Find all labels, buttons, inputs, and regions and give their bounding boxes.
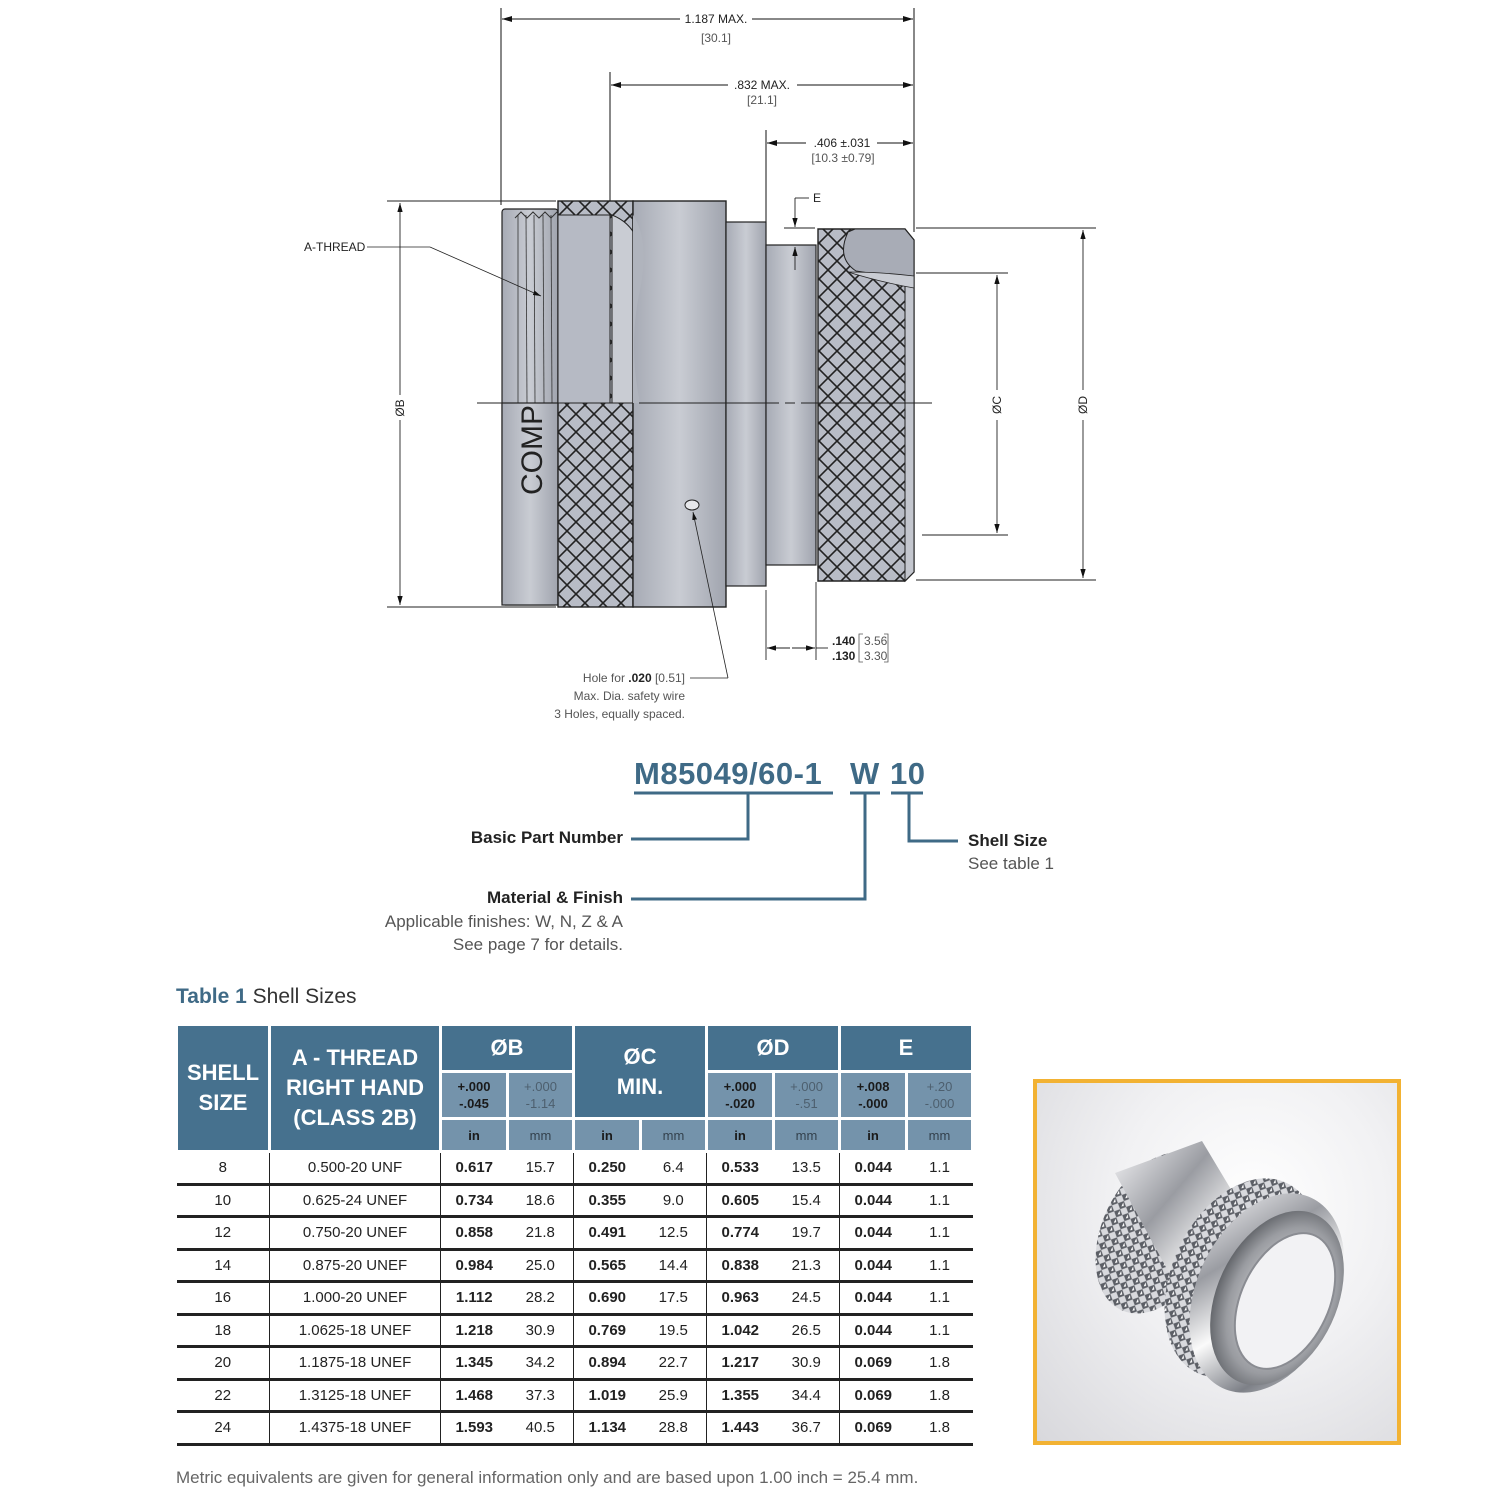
cell-e-in: 0.044 [840,1217,907,1250]
cell-b-mm: 25.0 [508,1249,574,1282]
cell-e-in: 0.044 [840,1282,907,1315]
cell-d-mm: 19.7 [774,1217,840,1250]
cell-e-in: 0.044 [840,1314,907,1347]
cell-e-in: 0.044 [840,1184,907,1217]
cell-d-in: 0.838 [707,1249,774,1282]
cell-thread: 1.4375-18 UNEF [270,1412,441,1445]
shell-size-sub: See table 1 [968,854,1055,873]
cell-size: 18 [177,1314,270,1347]
cell-b-in: 0.858 [441,1217,508,1250]
table-row [177,1347,973,1380]
unit-in: in [840,1119,907,1152]
unit-mm: mm [774,1119,840,1152]
cell-b-in: 1.593 [441,1412,508,1445]
cell-b-in: 1.345 [441,1347,508,1380]
cell-c-in: 0.769 [574,1314,641,1347]
dia-c-label: ØC [990,396,1004,414]
cell-d-mm: 26.5 [774,1314,840,1347]
body-marking: COMP [516,405,549,495]
cell-d-in: 1.355 [707,1379,774,1412]
unit-in: in [441,1119,508,1152]
svg-text:[10.3 ±0.79]: [10.3 ±0.79] [811,151,875,165]
cell-b-in: 0.617 [441,1152,508,1185]
cell-e-in: 0.069 [840,1347,907,1380]
header-dia-b: ØB [441,1025,574,1072]
hole-note-line1: Hole for .020 [0.51] [582,671,685,685]
connector-backshell-render [1037,1083,1397,1441]
table-row [177,1249,973,1282]
cell-size: 8 [177,1152,270,1185]
shell-size-label: Shell Size [968,831,1048,850]
unit-mm: mm [907,1119,973,1152]
cell-e-mm: 1.1 [907,1184,973,1217]
shell-sizes-table [175,1023,974,1446]
cell-size: 24 [177,1412,270,1445]
cell-b-mm: 15.7 [508,1152,574,1185]
header-e: E [840,1025,973,1072]
cell-c-mm: 22.7 [641,1347,707,1380]
header-dia-c: ØC MIN. [574,1025,707,1119]
cell-thread: 0.625-24 UNEF [270,1184,441,1217]
cell-c-mm: 6.4 [641,1152,707,1185]
header-dia-d: ØD [707,1025,840,1072]
cell-b-mm: 18.6 [508,1184,574,1217]
cell-thread: 0.500-20 UNF [270,1152,441,1185]
cell-thread: 0.875-20 UNEF [270,1249,441,1282]
d-tol-mm: +.000 -.51 [774,1072,840,1119]
table-row [177,1314,973,1347]
cell-e-mm: 1.8 [907,1347,973,1380]
cell-b-in: 1.112 [441,1282,508,1315]
dim-knurl-to-end: .832 MAX. [733,78,791,92]
cell-size: 22 [177,1379,270,1412]
cell-e-in: 0.069 [840,1379,907,1412]
cell-e-in: 0.044 [840,1249,907,1282]
cell-d-in: 1.443 [707,1412,774,1445]
product-photo [1033,1079,1401,1445]
cell-c-in: 0.250 [574,1152,641,1185]
svg-text:3.30: 3.30 [864,649,888,663]
cell-size: 20 [177,1347,270,1380]
cell-e-mm: 1.1 [907,1282,973,1315]
table-footnote: Metric equivalents are given for general information only and are based upon 1.00 inch = 25.4 mm. [176,1468,919,1487]
cell-size: 12 [177,1217,270,1250]
cell-b-mm: 34.2 [508,1347,574,1380]
dia-b-label: ØB [393,399,407,417]
cell-size: 16 [177,1282,270,1315]
d-tol-in: +.000 -.020 [707,1072,774,1119]
unit-in: in [707,1119,774,1152]
b-tol-mm: +.000 -1.14 [508,1072,574,1119]
cell-c-in: 0.565 [574,1249,641,1282]
cell-e-mm: 1.1 [907,1249,973,1282]
cell-thread: 1.0625-18 UNEF [270,1314,441,1347]
dim-rear-section: .406 ±.031 [813,136,871,150]
svg-text:[30.1]: [30.1] [700,31,732,45]
material-finish-label: Material & Finish [486,888,623,907]
cell-thread: 1.3125-18 UNEF [270,1379,441,1412]
cell-d-mm: 30.9 [774,1347,840,1380]
cell-e-mm: 1.8 [907,1412,973,1445]
hole-note-line3: 3 Holes, equally spaced. [554,707,685,721]
header-a-thread: A - THREAD RIGHT HAND (CLASS 2B) [270,1025,441,1152]
cell-b-mm: 40.5 [508,1412,574,1445]
cell-d-in: 1.042 [707,1314,774,1347]
a-thread-label: A-THREAD [304,240,366,254]
groove-min: .130 [832,649,856,663]
dia-d-label: ØD [1076,396,1090,414]
cell-c-in: 0.355 [574,1184,641,1217]
cell-c-mm: 17.5 [641,1282,707,1315]
cell-e-mm: 1.1 [907,1152,973,1185]
table-row [177,1379,973,1412]
cell-d-mm: 15.4 [774,1184,840,1217]
cell-b-mm: 21.8 [508,1217,574,1250]
part-number-finish: W [850,756,880,791]
basic-part-number-label: Basic Part Number [470,828,623,847]
cell-e-mm: 1.1 [907,1217,973,1250]
groove-max: .140 [832,634,856,648]
cell-c-in: 1.134 [574,1412,641,1445]
cell-c-mm: 25.9 [641,1379,707,1412]
cell-d-in: 0.533 [707,1152,774,1185]
cell-e-in: 0.044 [840,1152,907,1185]
material-finish-sub1: Applicable finishes: W, N, Z & A [384,912,623,931]
cell-d-in: 0.605 [707,1184,774,1217]
cell-e-mm: 1.8 [907,1379,973,1412]
cell-b-in: 1.218 [441,1314,508,1347]
cell-e-mm: 1.1 [907,1314,973,1347]
cell-d-in: 1.217 [707,1347,774,1380]
cell-c-in: 1.019 [574,1379,641,1412]
cell-thread: 1.000-20 UNEF [270,1282,441,1315]
cell-d-mm: 13.5 [774,1152,840,1185]
cell-c-mm: 19.5 [641,1314,707,1347]
table-row [177,1412,973,1445]
table-row [177,1217,973,1250]
cell-c-in: 0.491 [574,1217,641,1250]
cell-thread: 0.750-20 UNEF [270,1217,441,1250]
part-number-shell: 10 [890,756,926,791]
b-tol-in: +.000 -.045 [441,1072,508,1119]
e-tol-in: +.008 -.000 [840,1072,907,1119]
hole-note-line2: Max. Dia. safety wire [573,689,685,703]
table-row [177,1184,973,1217]
e-tol-mm: +.20 -.000 [907,1072,973,1119]
cell-b-mm: 30.9 [508,1314,574,1347]
cell-size: 14 [177,1249,270,1282]
table-row [177,1282,973,1315]
cell-d-in: 0.963 [707,1282,774,1315]
cell-thread: 1.1875-18 UNEF [270,1347,441,1380]
cell-b-mm: 28.2 [508,1282,574,1315]
cell-c-mm: 12.5 [641,1217,707,1250]
cell-b-in: 1.468 [441,1379,508,1412]
header-shell-size: SHELL SIZE [177,1025,270,1152]
cell-c-mm: 9.0 [641,1184,707,1217]
cell-d-mm: 21.3 [774,1249,840,1282]
cell-e-in: 0.069 [840,1412,907,1445]
table-title: Table 1 Shell Sizes [176,985,357,1008]
unit-mm: mm [508,1119,574,1152]
unit-mm: mm [641,1119,707,1152]
cell-d-mm: 24.5 [774,1282,840,1315]
cell-d-in: 0.774 [707,1217,774,1250]
cell-size: 10 [177,1184,270,1217]
cell-c-in: 0.690 [574,1282,641,1315]
cell-c-mm: 28.8 [641,1412,707,1445]
cell-c-mm: 14.4 [641,1249,707,1282]
cell-d-mm: 34.4 [774,1379,840,1412]
svg-text:[21.1]: [21.1] [746,93,778,107]
unit-in: in [574,1119,641,1152]
cell-d-mm: 36.7 [774,1412,840,1445]
material-finish-sub2: See page 7 for details. [452,935,623,954]
svg-text:3.56: 3.56 [864,634,888,648]
table-row [177,1152,973,1185]
part-number-basic: M85049/60-1 [634,756,823,791]
e-label: E [813,191,822,205]
cell-b-in: 0.984 [441,1249,508,1282]
dim-overall-length: 1.187 MAX. [684,12,748,26]
cell-c-in: 0.894 [574,1347,641,1380]
cell-b-mm: 37.3 [508,1379,574,1412]
cell-b-in: 0.734 [441,1184,508,1217]
